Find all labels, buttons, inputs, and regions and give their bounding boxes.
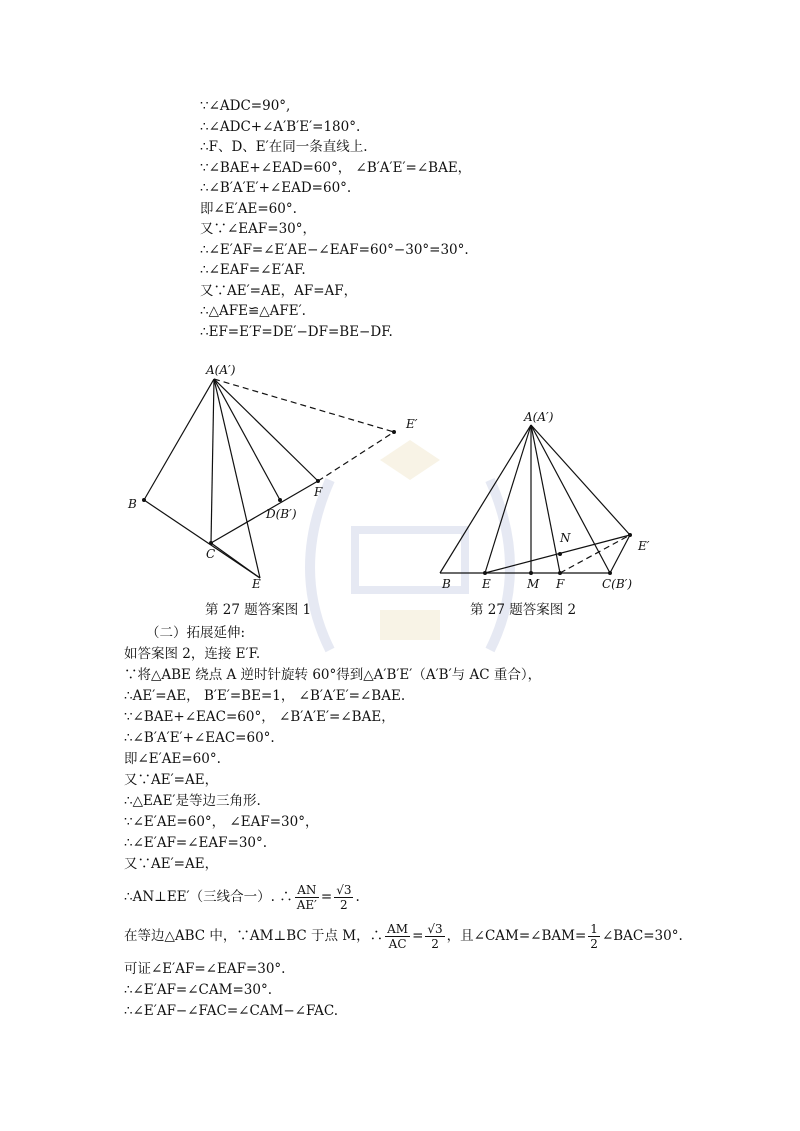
fig1-label-c: C (206, 547, 216, 561)
fig2-label-c: C(B′) (602, 577, 633, 591)
fig1-label-b: B (128, 497, 137, 511)
figure-2-caption: 第 27 题答案图 2 (470, 602, 577, 618)
proof-line: ∵∠ADC=90°, (200, 98, 291, 114)
proof-line: 又∵∠EAF=30°， (200, 221, 317, 237)
proof-line: 即∠E′AE=60°. (200, 200, 297, 217)
line-am-suffix: ∠BAC=30°. (601, 928, 683, 944)
figure-2-diagram (430, 410, 670, 595)
fig2-label-a: A(A′) (524, 410, 554, 424)
fraction-sqrt3-2b: $\frac{√3}{2}$ (427, 922, 443, 951)
line-an-suffix: . (355, 889, 360, 905)
figure-1-caption: 第 27 题答案图 1 (205, 602, 312, 618)
fig1-label-d: D(B′) (266, 507, 297, 521)
fig2-label-b: B (442, 577, 451, 591)
extension-line: ∵∠BAE+∠EAC=60°， ∠B′A′E′=∠BAE， (124, 709, 395, 725)
fig2-label-eprime: E′ (638, 539, 650, 553)
conclusion-line: ∴∠E′AF=∠CAM=30°. (124, 982, 272, 998)
extension-line: ∵∠E′AE=60°， ∠EAF=30°， (124, 814, 319, 830)
extension-line: ∴△EAE′是等边三角形. (124, 793, 261, 809)
proof-line: 又∵AE′=AE，AF=AF， (200, 282, 358, 299)
extension-line: ∴∠B′A′E′+∠EAC=60°. (124, 730, 275, 746)
fig1-label-e: E (252, 577, 261, 590)
proof-line: ∴△AFE≌△AFE′. (200, 303, 306, 319)
fig1-label-eprime: E′ (406, 417, 418, 431)
conclusion-line: 可证∠E′AF=∠EAF=30°. (124, 961, 286, 977)
line-an-perp (124, 879, 360, 915)
fraction-half: $\frac{1}{2}$ (590, 922, 598, 951)
fraction-am-ac: $\frac{AM}{AC}$ (387, 922, 409, 951)
extension-line: ∵将△ABE 绕点 A 逆时针旋转 60°得到△A′B′E′（A′B′与 AC 重合）， (124, 667, 542, 683)
fig2-label-m: M (527, 577, 540, 591)
fig1-label-a: A(A′) (206, 363, 236, 377)
fig2-label-f: F (556, 577, 565, 591)
proof-line: ∴EF=E′F=DE′−DF=BE−DF. (200, 323, 393, 340)
extension-line: 如答案图 2，连接 E′F. (124, 646, 261, 662)
figure-1-diagram (120, 360, 450, 590)
extension-line: 又∵AE′=AE， (124, 856, 219, 872)
fig1-label-f: F (314, 485, 323, 499)
fraction-an-ae: $\frac{AN}{AE'}$ (296, 883, 317, 912)
proof-line: ∴∠B′A′E′+∠EAD=60°. (200, 180, 352, 196)
fig2-label-e: E (482, 577, 491, 591)
extension-line: 即∠E′AE=60°. (124, 751, 221, 767)
proof-line: ∴F、D、E′在同一条直线上. (200, 139, 368, 155)
extension-line: ∴∠E′AF=∠EAF=30°. (124, 835, 268, 851)
extension-line: ∴AE′=AE， B′E′=BE=1， ∠B′A′E′=∠BAE. (124, 688, 406, 704)
proof-line: ∵∠BAE+∠EAD=60°， ∠B′A′E′=∠BAE， (200, 159, 472, 176)
fraction-sqrt3-2: $\frac{√3}{2}$ (336, 883, 352, 912)
line-am-prefix: 在等边△ABC 中，∵AM⊥BC 于点 M，∴ (124, 928, 384, 944)
proof-line: ∴∠EAF=∠E′AF. (200, 262, 306, 278)
conclusion-line: ∴∠E′AF−∠FAC=∠CAM−∠FAC. (124, 1003, 339, 1019)
line-am-mid: ，且∠CAM=∠BAM= (446, 928, 587, 944)
fig2-label-n: N (560, 531, 571, 545)
line-an-prefix: ∴AN⊥EE′（三线合一）. ∴ (124, 889, 293, 905)
proof-line: ∴∠E′AF=∠E′AE−∠EAF=60°−30°=30°. (200, 241, 469, 258)
extension-line: 又∵AE′=AE， (124, 772, 219, 788)
extension-line: （二）拓展延伸: (146, 625, 246, 641)
line-am-perp (124, 918, 683, 954)
proof-line: ∴∠ADC+∠A′B′E′=180°. (200, 118, 361, 135)
equals-sign: = (412, 928, 424, 944)
equals-sign: = (320, 889, 333, 905)
